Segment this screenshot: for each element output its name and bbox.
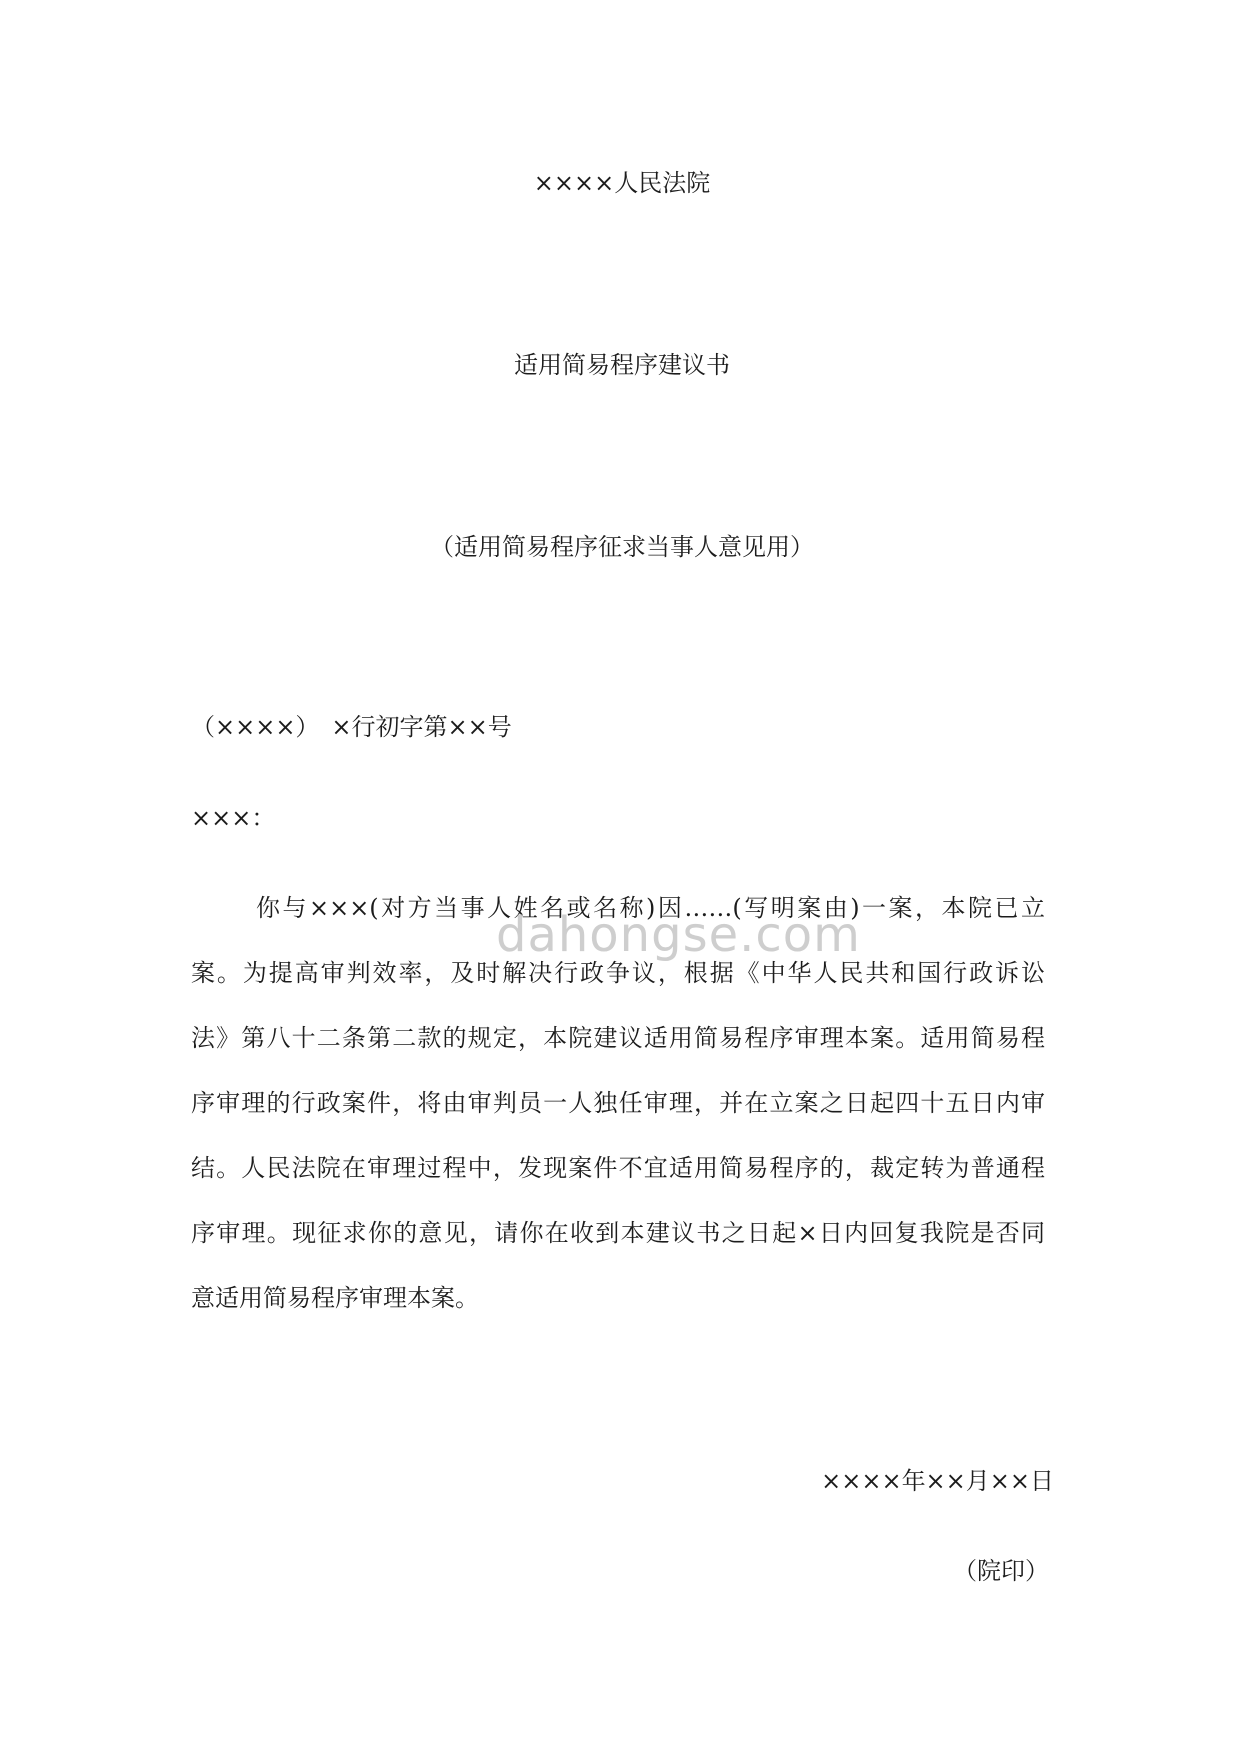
body-line: 案。为提高审判效率，及时解决行政争议，根据《中华人民共和国行政诉讼: [191, 959, 1045, 987]
case-number: （××××） ×行初字第××号: [191, 713, 512, 741]
body-line: 你与×××(对方当事人姓名或名称)因……(写明案由)一案，本院已立: [256, 894, 1045, 922]
body-line: 意适用简易程序审理本案。: [191, 1284, 479, 1312]
body-paragraph: [191, 876, 1045, 1331]
body-line: 结。人民法院在审理过程中，发现案件不宜适用简易程序的，裁定转为普通程: [191, 1154, 1045, 1182]
addressee: ×××：: [191, 804, 276, 832]
body-line: 序审理的行政案件，将由审判员一人独任审理，并在立案之日起四十五日内审: [191, 1089, 1045, 1117]
document-title: 适用简易程序建议书: [514, 351, 730, 379]
body-line: 序审理。现征求你的意见，请你在收到本建议书之日起×日内回复我院是否同: [191, 1219, 1045, 1247]
court-seal-note: （院印）: [953, 1557, 1049, 1585]
signature-date: ××××年××月××日: [821, 1467, 1054, 1495]
watermark: dahongse.com: [496, 907, 861, 963]
body-line: 法》第八十二条第二款的规定，本院建议适用简易程序审理本案。适用简易程: [191, 1024, 1045, 1052]
document-subtitle: （适用简易程序征求当事人意见用）: [430, 533, 814, 561]
court-name: ××××人民法院: [533, 169, 711, 197]
